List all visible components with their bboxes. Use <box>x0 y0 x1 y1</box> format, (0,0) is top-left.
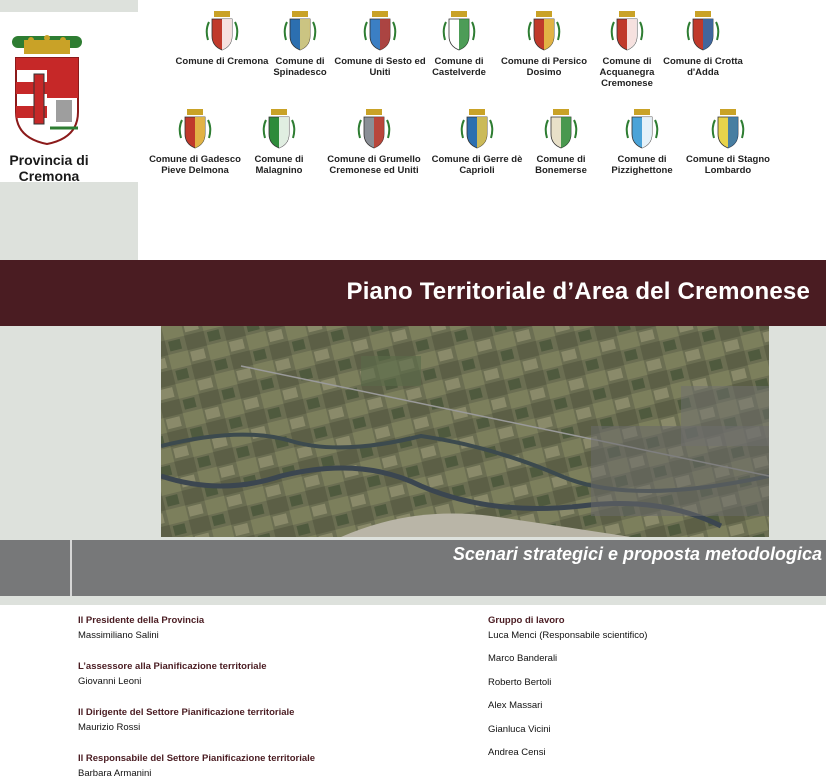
comune-crest-icon <box>205 10 239 52</box>
comune-item <box>429 108 525 176</box>
credit-role: Il Responsabile del Settore Pianificazione territoriale <box>78 753 316 764</box>
group-member: Andrea Censi <box>488 747 546 758</box>
comune-label: Comune di Gadesco Pieve Delmona <box>149 154 241 176</box>
credit-name: Giovanni Leoni <box>78 676 142 687</box>
comune-crest-icon <box>686 10 720 52</box>
group-member: Alex Massari <box>488 700 543 712</box>
comune-crest-icon <box>460 108 494 150</box>
comune-label: Comune di Cremona <box>175 56 269 67</box>
document-title: Piano Territoriale d’Area del Cremonese <box>346 278 810 305</box>
group-member: Marco Banderali <box>488 653 558 665</box>
comune-crest-icon <box>283 10 317 52</box>
comune-label: Comune di Persico Dosimo <box>500 56 588 78</box>
comune-crest-icon <box>363 10 397 52</box>
comune-item <box>411 10 507 78</box>
comune-item <box>147 108 243 176</box>
comune-crest-icon <box>178 108 212 150</box>
comune-label: Comune di Crotta d'Adda <box>663 56 743 78</box>
credit-name: Massimiliano Salini <box>78 630 159 641</box>
comune-label: Comune di Stagno Lombardo <box>686 154 770 176</box>
comune-crest-icon <box>262 108 296 150</box>
comune-label: Comune di Malagnino <box>254 154 304 176</box>
comune-item <box>496 10 592 78</box>
comune-label: Comune di Bonemerse <box>535 154 587 176</box>
right-side-band <box>792 326 826 540</box>
credits-section <box>0 605 826 780</box>
comune-crest-icon <box>357 108 391 150</box>
credit-name: Barbara Armanini <box>78 768 152 779</box>
comune-item <box>655 10 751 78</box>
subtitle-bar <box>0 540 826 596</box>
comune-label: Comune di Spinadesco <box>273 56 327 78</box>
document-subtitle: Scenari strategici e proposta metodologica <box>452 544 822 564</box>
comune-crest-icon <box>610 10 644 52</box>
comune-item <box>680 108 776 176</box>
province-coat-of-arms-icon <box>6 34 88 148</box>
work-group-title: Gruppo di lavoro <box>488 615 565 626</box>
comune-label: Comune di Grumello Cremonese ed Uniti <box>327 154 421 176</box>
comune-label: Comune di Pizzighettone <box>611 154 673 176</box>
comune-crest-icon <box>711 108 745 150</box>
aerial-photo <box>161 326 769 537</box>
comune-label: Comune di Sesto ed Uniti <box>334 56 426 78</box>
province-logo-block <box>0 12 138 182</box>
province-name: Provincia di Cremona <box>9 152 89 184</box>
credit-role: L’assessore alla Pianificazione territoriale <box>78 661 267 672</box>
group-member: Luca Menci (Responsabile scientifico) <box>488 630 648 641</box>
comune-label: Comune di Gerre dè Caprioli <box>431 154 523 176</box>
comune-crest-icon <box>625 108 659 150</box>
comune-crest-icon <box>442 10 476 52</box>
comune-crest-icon <box>527 10 561 52</box>
comune-item <box>231 108 327 176</box>
group-member: Roberto Bertoli <box>488 676 552 688</box>
bar-divider <box>70 540 72 596</box>
credit-role: Il Presidente della Provincia <box>78 615 205 626</box>
group-member: Gianluca Vicini <box>488 723 551 735</box>
comune-label: Comune di Acquanegra Cremonese <box>599 56 655 89</box>
credit-name: Maurizio Rossi <box>78 722 141 733</box>
title-banner <box>0 260 826 326</box>
comune-label: Comune di Castelverde <box>432 56 486 78</box>
comune-crest-icon <box>544 108 578 150</box>
credit-role: Il Dirigente del Settore Pianificazione territoriale <box>78 707 295 718</box>
comune-item <box>326 108 422 176</box>
aerial-photo-image <box>161 326 769 537</box>
comune-item <box>594 108 690 176</box>
